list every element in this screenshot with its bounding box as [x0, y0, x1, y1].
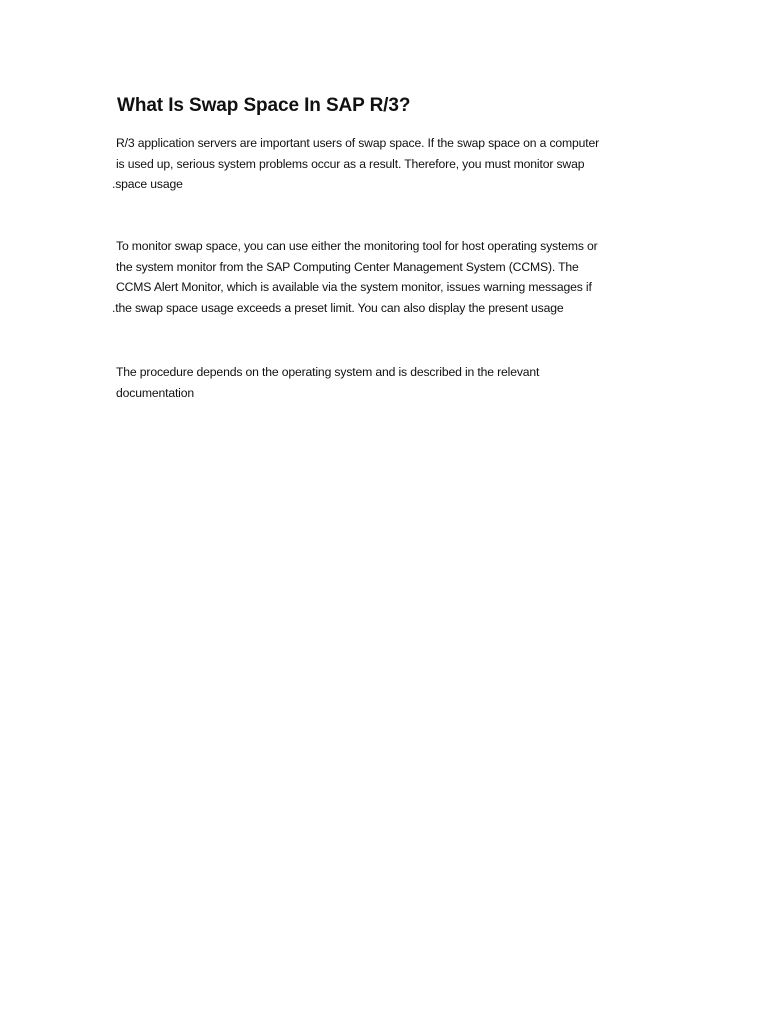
paragraph-monitoring: [112, 236, 598, 318]
paragraph-line: .space usage: [112, 177, 183, 191]
paragraph-line: CCMS Alert Monitor, which is available via the system monitor, issues warning messages if: [116, 280, 592, 294]
paragraph-swap-space-intro: [112, 133, 600, 195]
paragraph-line: The procedure depends on the operating system and is described in the relevant: [116, 365, 540, 379]
paragraph-line: .the swap space usage exceeds a preset limit. You can also display the present usage: [112, 300, 564, 315]
paragraph-line: is used up, serious system problems occur as a result. Therefore, you must monitor swap: [116, 156, 585, 171]
paragraph-line: R/3 application servers are important users of swap space. If the swap space on a computer: [116, 136, 600, 150]
paragraph-procedure: [116, 362, 539, 403]
paragraph-line: To monitor swap space, you can use either the monitoring tool for host operating systems or: [116, 239, 598, 253]
paragraph-line: documentation: [116, 385, 195, 400]
paragraph-line: the system monitor from the SAP Computing Center Management System (CCMS). The: [116, 259, 579, 274]
document-title: What Is Swap Space In SAP R/3?: [117, 95, 411, 116]
